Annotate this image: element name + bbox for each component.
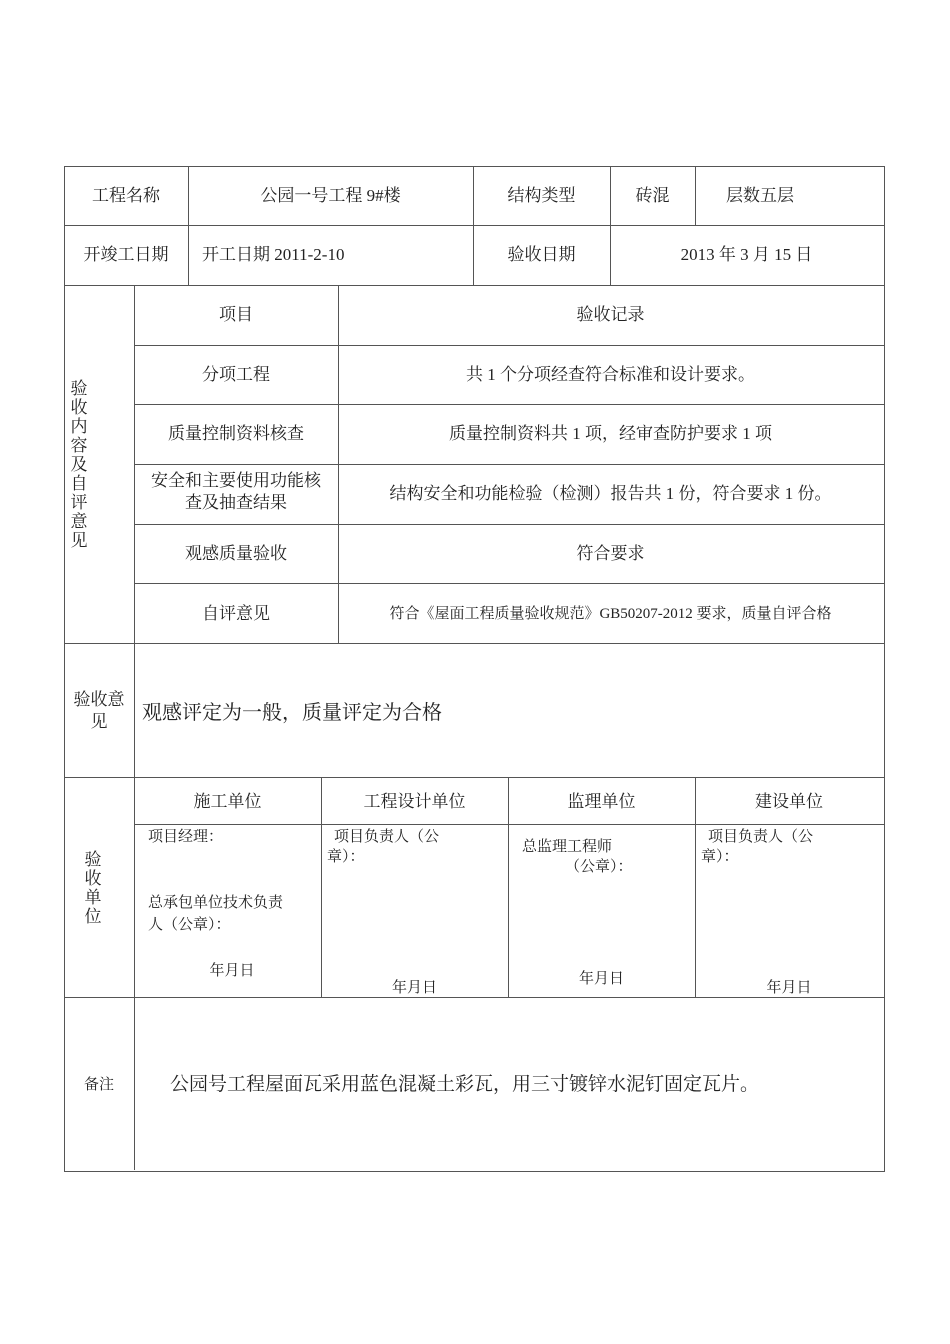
divider bbox=[134, 285, 135, 1170]
supervision-signer: （公章）： bbox=[565, 859, 633, 875]
divider bbox=[134, 583, 884, 584]
row-record: 共 1 个分项经查符合标准和设计要求。 bbox=[466, 365, 755, 384]
supervision-date: 年月日 bbox=[578, 971, 624, 987]
acceptance-date-value: 2013 年 3 月 15 日 bbox=[680, 245, 813, 264]
divider bbox=[64, 643, 884, 644]
divider bbox=[473, 166, 474, 285]
opinion-label: 验收意 bbox=[73, 690, 125, 709]
record-header: 验收记录 bbox=[576, 305, 645, 324]
project-name-value: 公园一号工程 9#楼 bbox=[260, 186, 401, 205]
row-item: 查及抽查结果 bbox=[185, 493, 287, 512]
supervision-signer: 总监理工程师 bbox=[522, 839, 613, 855]
construction-tech: 人（公章）： bbox=[148, 917, 231, 933]
dates-label: 开竣工日期 bbox=[83, 245, 169, 264]
divider bbox=[64, 225, 884, 226]
design-signer: 项目负责人（公 bbox=[334, 829, 440, 845]
divider bbox=[134, 524, 884, 525]
project-name-label: 工程名称 bbox=[92, 186, 160, 205]
divider bbox=[610, 166, 611, 285]
unit-header: 工程设计单位 bbox=[363, 792, 466, 811]
divider bbox=[134, 404, 884, 405]
unit-header: 施工单位 bbox=[193, 792, 262, 811]
row-record: 结构安全和功能检验（检测）报告共 1 份，符合要求 1 份。 bbox=[389, 484, 832, 503]
start-date-value: 开工日期 2011-2-10 bbox=[202, 245, 345, 264]
divider bbox=[64, 285, 884, 286]
remarks-text: 公园号工程屋面瓦采用蓝色混凝土彩瓦，用三寸镀锌水泥钉固定瓦片。 bbox=[170, 1074, 760, 1095]
row-record: 符合要求 bbox=[576, 544, 645, 563]
unit-header: 建设单位 bbox=[755, 792, 823, 811]
row-record: 质量控制资料共 1 项，经审查防护要求 1 项 bbox=[449, 424, 772, 443]
floors-value: 层数五层 bbox=[726, 186, 794, 205]
construction-tech: 总承包单位技术负责 bbox=[148, 895, 284, 911]
row-record: 符合《屋面工程质量验收规范》GB50207-2012 要求，质量自评合格 bbox=[389, 606, 832, 622]
structure-type-label: 结构类型 bbox=[507, 186, 576, 205]
row-item: 观感质量验收 bbox=[185, 544, 287, 563]
acceptance-date-label: 验收日期 bbox=[507, 245, 576, 264]
opinion-label: 见 bbox=[90, 712, 108, 731]
opinion-text: 观感评定为一般，质量评定为合格 bbox=[142, 702, 442, 724]
divider bbox=[188, 166, 189, 285]
divider bbox=[338, 285, 339, 643]
units-side-label: 验收单位 bbox=[84, 850, 102, 926]
construction-manager: 项目经理： bbox=[148, 829, 224, 845]
divider bbox=[134, 824, 884, 825]
design-signer: 章）： bbox=[327, 849, 365, 865]
owner-signer: 章）： bbox=[701, 849, 739, 865]
item-header: 项目 bbox=[219, 305, 253, 324]
content-side-label: 验收内容及自评意见 bbox=[70, 379, 88, 550]
remarks-label: 备注 bbox=[83, 1077, 114, 1093]
divider bbox=[134, 464, 884, 465]
row-item: 质量控制资料核查 bbox=[168, 424, 304, 443]
structure-type-value: 砖混 bbox=[635, 186, 670, 205]
owner-signer: 项目负责人（公 bbox=[708, 829, 814, 845]
divider bbox=[134, 345, 884, 346]
owner-date: 年月日 bbox=[766, 980, 812, 996]
row-item: 安全和主要使用功能核 bbox=[151, 471, 321, 490]
divider bbox=[64, 777, 884, 778]
construction-date: 年月日 bbox=[209, 963, 255, 979]
unit-header: 监理单位 bbox=[567, 792, 636, 811]
design-date: 年月日 bbox=[391, 980, 437, 996]
row-item: 分项工程 bbox=[202, 365, 270, 384]
row-item: 自评意见 bbox=[202, 604, 270, 623]
